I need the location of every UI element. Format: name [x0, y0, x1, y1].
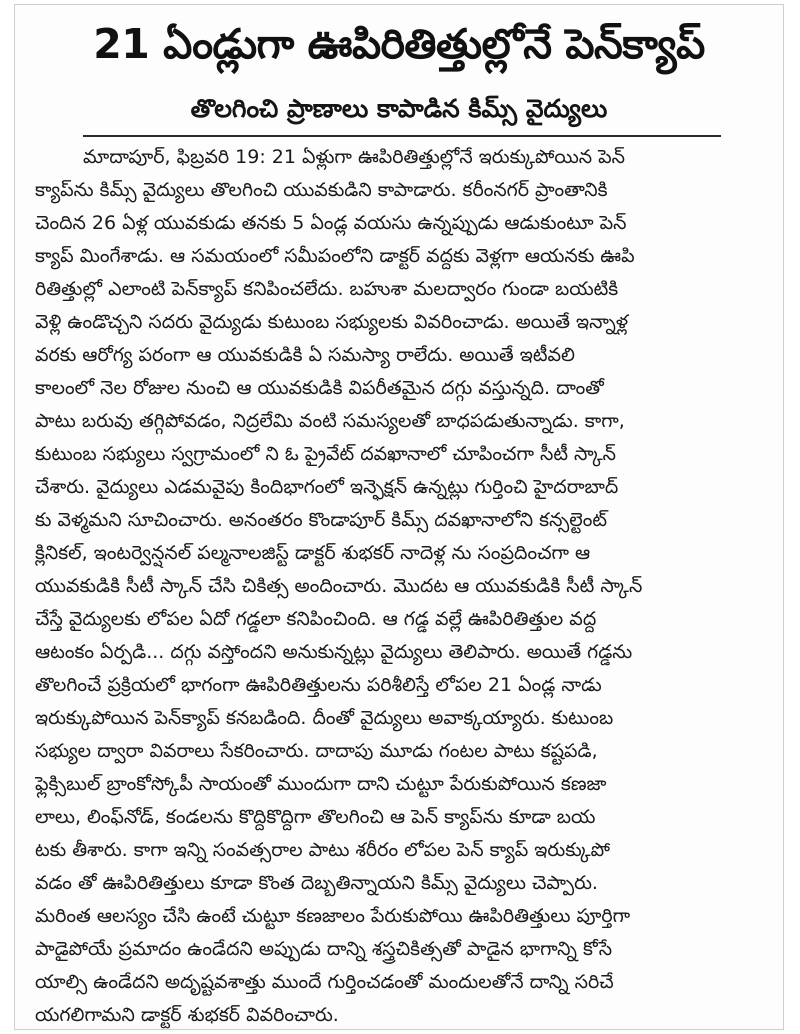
article-line: టకు తీశారు. కాగా ఇన్ని సంవత్సరాల పాటు శరీరం లోపల పెన్ క్యాప్ ఇరుక్కుపో [35, 839, 610, 861]
article-line: మాదాపూర్, ఫిబ్రవరి 19: 21 ఏళ్లుగా ఊపిరితిత్తుల్లోనే ఇరుక్కుపోయిన పెన్ [83, 146, 626, 168]
article-line: ఆటంకం ఏర్పడి... దగ్గు వస్తోందని అనుకున్నట్లు వైద్యులు తెలిపారు. అయితే గడ్డను [35, 641, 633, 663]
article-line: సభ్యుల ద్వారా వివరాలు సేకరించారు. దాదాపు మూడు గంటల పాటు కష్టపడి, [35, 740, 598, 762]
article-line: చేస్తే వైద్యులకు లోపల ఏదో గడ్డలా కనిపించింది. ఆ గడ్డ వల్లే ఊపిరితిత్తుల వద్ద [35, 608, 597, 630]
headline: 21 ఏండ్లుగా ఊపిరితిత్తుల్లోనే పెన్‌క్యాప్ [93, 20, 705, 68]
article-line: పాడైపోయే ప్రమాదం ఉండేదని అప్పుడు దాన్ని శస్త్రచికిత్సతో పాడైన భాగాన్ని కోసే [35, 938, 613, 960]
article-line: చెందిన 26 ఏళ్ల యువకుడు తనకు 5 ఏండ్ల వయసు ఉన్నప్పుడు ఆడుకుంటూ పెన్ [35, 212, 627, 234]
subheadline-underline [83, 135, 721, 137]
article-line: వెళ్లి ఉండొచ్చని సదరు వైద్యుడు కుటుంబ సభ్యులకు వివరించాడు. అయితే ఇన్నాళ్ల [35, 311, 629, 333]
article-line: రితిత్తుల్లో ఎలాంటి పెన్‌క్యాప్ కనిపించలేదు. బహుశా మలద్వారం గుండా బయటికి [35, 278, 619, 300]
article-line: క్లినికల్, ఇంటర్వెన్షనల్ పల్మనాలజిస్ట్ డాక్టర్ శుభకర్ నాదెళ్ల ను సంప్రదించగా ఆ [35, 542, 591, 564]
subheadline: తొలగించి ప్రాణాలు కాపాడిన కిమ్స్ వైద్యులు [190, 94, 608, 123]
article-line: తొలగించే ప్రక్రియలో భాగంగా ఊపిరితిత్తులను పరిశీలిస్తే లోపల 21 ఏండ్ల నాడు [35, 674, 602, 696]
article-line: లాలు, లింఫ్‌నోడ్, కండలను కొద్దికొద్దిగా తొలగించి ఆ పెన్ క్యాప్‌ను కూడా బయ [35, 806, 596, 828]
article-line: కుటుంబ సభ్యులు స్వగ్రామంలో ని ఓ ప్రైవేట్ దవఖానాలో చూపించగా సీటీ స్కాన్ [35, 443, 616, 465]
article-line: వడం తో ఊపిరితిత్తులు కూడా కొంత దెబ్బతిన్నాయని కిమ్స్ వైద్యులు చెప్పారు. [35, 872, 598, 894]
article-line: కాలంలో నెల రోజుల నుంచి ఆ యువకుడికి విపరీతమైన దగ్గు వస్తున్నది. దాంతో [35, 377, 604, 399]
article-line: మరింత ఆలస్యం చేసి ఉంటే చుట్టూ కణజాలం పేరుకుపోయి ఊపిరితిత్తులు పూర్తిగా [35, 905, 631, 927]
article-line: చేశారు. వైద్యులు ఎడమవైపు కిందిభాగంలో ఇన్ఫెక్షన్ ఉన్నట్లు గుర్తించి హైదరాబాద్ [35, 476, 619, 498]
article-line: యాల్సి ఉండేదని అదృష్టవశాత్తు ముందే గుర్తించడంతో మందులతోనే దాన్ని సరిచే [35, 971, 614, 993]
article-line: యువకుడికి సీటీ స్కాన్ చేసి చికిత్స అందించారు. మొదట ఆ యువకుడికి సీటీ స్కాన్ [35, 575, 643, 597]
article-line: ఇరుక్కుపోయిన పెన్‌క్యాప్ కనబడింది. దీంతో వైద్యులు అవాక్కయ్యారు. కుటుంబ [35, 707, 614, 729]
article-line: పాటు బరువు తగ్గిపోవడం, నిద్రలేమి వంటి సమస్యలతో బాధపడుతున్నాడు. కాగా, [35, 410, 625, 432]
article-line: క్యాప్‌ను కిమ్స్ వైద్యులు తొలగించి యువకుడిని కాపాడారు. కరీంనగర్ ప్రాంతానికి [35, 179, 608, 201]
article-line: యగలిగామని డాక్టర్ శుభకర్ వివరించారు. [35, 1004, 339, 1026]
article-line: కు వెళ్మమని సూచించారు. అనంతరం కొండాపూర్ కిమ్స్ దవఖానాలోని కన్సల్టెంట్ [35, 509, 607, 531]
article-line: ఫ్లెక్సిబుల్ బ్రాంకోస్కోపీ సాయంతో ముందుగా దాని చుట్టూ పేరుకుపోయిన కణజా [35, 773, 607, 795]
article-line: వరకు ఆరోగ్య పరంగా ఆ యువకుడికి ఏ సమస్యా రాలేదు. అయితే ఇటీవలి [35, 344, 575, 366]
news-clipping [14, 4, 784, 1030]
article-body [35, 141, 763, 1032]
article-line: క్యాప్ మింగేశాడు. ఆ సమయంలో సమీపంలోని డాక్టర్ వద్దకు వెళ్లగా ఆయనకు ఊపి [35, 245, 635, 267]
